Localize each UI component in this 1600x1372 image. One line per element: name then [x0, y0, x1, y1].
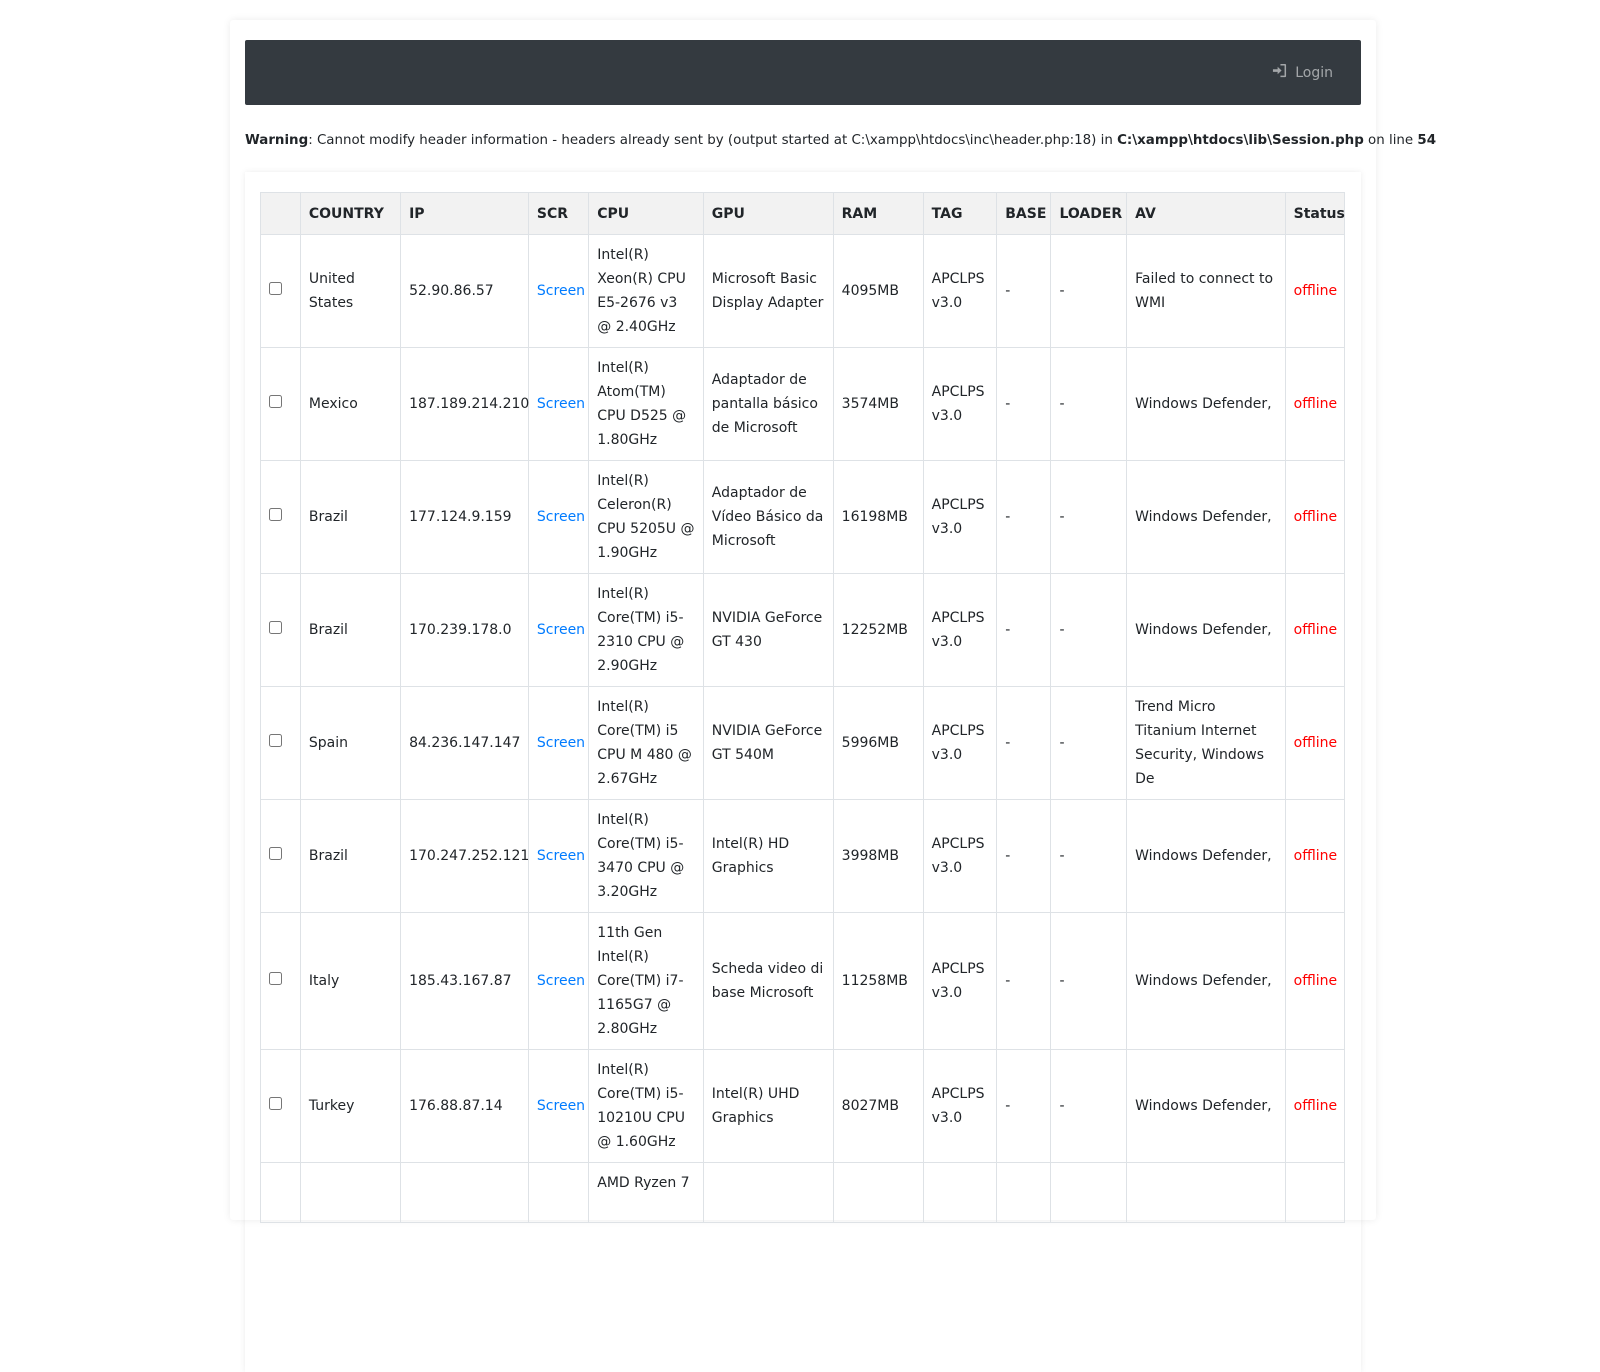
row-checkbox[interactable] [269, 282, 282, 295]
cell-cpu: Intel(R) Atom(TM) CPU D525 @ 1.80GHz [589, 348, 704, 461]
cell-country: United States [300, 235, 400, 348]
cell-ram: 12252MB [833, 574, 923, 687]
cell-cpu: Intel(R) Core(TM) i5-10210U CPU @ 1.60GHz [589, 1050, 704, 1163]
cell-country [300, 1163, 400, 1223]
row-select-cell [261, 574, 301, 687]
cell-ram: 11258MB [833, 913, 923, 1050]
row-select-cell [261, 1163, 301, 1223]
cell-status: offline [1285, 1050, 1344, 1163]
cell-loader: - [1051, 574, 1127, 687]
cell-gpu: Intel(R) HD Graphics [703, 800, 833, 913]
screen-link[interactable]: Screen [536, 396, 586, 412]
cell-scr [528, 1163, 588, 1223]
cell-av: Windows Defender, [1127, 461, 1286, 574]
cell-ip: 170.247.252.121 [401, 800, 529, 913]
cell-scr [528, 348, 588, 461]
cell-status: offline [1285, 348, 1344, 461]
php-warning [245, 132, 1437, 150]
cell-country: Turkey [300, 1050, 400, 1163]
row-select-cell [261, 348, 301, 461]
login-label: Login [1295, 64, 1333, 81]
cell-ip: 52.90.86.57 [401, 235, 529, 348]
bots-table [260, 192, 1345, 1223]
cell-gpu: Adaptador de Vídeo Básico da Microsoft [703, 461, 833, 574]
row-select-cell [261, 461, 301, 574]
col-header-loader[interactable]: LOADER [1051, 193, 1127, 235]
cell-scr [528, 687, 588, 800]
cell-scr [528, 800, 588, 913]
col-header-tag[interactable]: TAG [923, 193, 997, 235]
screen-link[interactable]: Screen [536, 283, 586, 299]
cell-ip: 185.43.167.87 [401, 913, 529, 1050]
cell-ip: 84.236.147.147 [401, 687, 529, 800]
screen-link[interactable]: Screen [536, 1098, 586, 1114]
col-header-scr[interactable]: SCR [528, 193, 588, 235]
cell-ram: 3998MB [833, 800, 923, 913]
cell-base [997, 1163, 1051, 1223]
cell-av: Windows Defender, [1127, 348, 1286, 461]
bots-card [245, 172, 1361, 1372]
top-navbar [245, 40, 1361, 105]
col-header-ip[interactable]: IP [401, 193, 529, 235]
table-row [261, 461, 1345, 574]
screen-link[interactable]: Screen [536, 509, 586, 525]
table-row [261, 348, 1345, 461]
col-header-country[interactable]: COUNTRY [300, 193, 400, 235]
cell-base: - [997, 687, 1051, 800]
screen-link[interactable]: Screen [536, 973, 586, 989]
cell-status: offline [1285, 461, 1344, 574]
row-checkbox[interactable] [269, 734, 282, 747]
cell-status: offline [1285, 235, 1344, 348]
cell-ram: 3574MB [833, 348, 923, 461]
cell-tag: APCLPS v3.0 [923, 913, 997, 1050]
table-row [261, 800, 1345, 913]
screen-link[interactable]: Screen [536, 622, 586, 638]
cell-gpu: NVIDIA GeForce GT 430 [703, 574, 833, 687]
row-select-cell [261, 800, 301, 913]
row-checkbox[interactable] [269, 972, 282, 985]
cell-ip: 176.88.87.14 [401, 1050, 529, 1163]
col-header-status[interactable]: Status [1285, 193, 1344, 235]
table-header-row [261, 193, 1345, 235]
cell-tag: APCLPS v3.0 [923, 235, 997, 348]
cell-status: offline [1285, 800, 1344, 913]
cell-tag: APCLPS v3.0 [923, 800, 997, 913]
cell-country: Italy [300, 913, 400, 1050]
row-select-cell [261, 687, 301, 800]
screen-link[interactable]: Screen [536, 735, 586, 751]
cell-tag: APCLPS v3.0 [923, 461, 997, 574]
cell-ram [833, 1163, 923, 1223]
cell-av: Windows Defender, [1127, 574, 1286, 687]
sign-in-icon [1272, 63, 1287, 82]
cell-country: Brazil [300, 461, 400, 574]
cell-ram: 16198MB [833, 461, 923, 574]
row-checkbox[interactable] [269, 1097, 282, 1110]
table-row [261, 687, 1345, 800]
table-body [261, 235, 1345, 1223]
cell-scr [528, 913, 588, 1050]
cell-status [1285, 1163, 1344, 1223]
warning-file: C:\xampp\htdocs\lib\Session.php [1117, 133, 1364, 148]
cell-cpu: Intel(R) Core(TM) i5 CPU M 480 @ 2.67GHz [589, 687, 704, 800]
cell-av: Windows Defender, [1127, 800, 1286, 913]
table-row [261, 1163, 1345, 1223]
row-checkbox[interactable] [269, 395, 282, 408]
cell-ram: 8027MB [833, 1050, 923, 1163]
cell-cpu: Intel(R) Xeon(R) CPU E5-2676 v3 @ 2.40GHz [589, 235, 704, 348]
cell-tag: APCLPS v3.0 [923, 574, 997, 687]
cell-ip [401, 1163, 529, 1223]
col-header-select [261, 193, 301, 235]
cell-loader: - [1051, 913, 1127, 1050]
row-checkbox[interactable] [269, 847, 282, 860]
cell-ip: 177.124.9.159 [401, 461, 529, 574]
col-header-av[interactable]: AV [1127, 193, 1286, 235]
cell-base: - [997, 800, 1051, 913]
login-link[interactable] [1272, 63, 1333, 82]
cell-av: Trend Micro Titanium Internet Security, Windows De [1127, 687, 1286, 800]
row-checkbox[interactable] [269, 508, 282, 521]
cell-scr [528, 574, 588, 687]
cell-gpu [703, 1163, 833, 1223]
cell-av: Failed to connect to WMI [1127, 235, 1286, 348]
cell-gpu: Intel(R) UHD Graphics [703, 1050, 833, 1163]
cell-loader: - [1051, 1050, 1127, 1163]
cell-base: - [997, 348, 1051, 461]
row-select-cell [261, 1050, 301, 1163]
row-select-cell [261, 235, 301, 348]
cell-av: Windows Defender, [1127, 1050, 1286, 1163]
cell-cpu: Intel(R) Celeron(R) CPU 5205U @ 1.90GHz [589, 461, 704, 574]
cell-base: - [997, 574, 1051, 687]
cell-av: Windows Defender, [1127, 913, 1286, 1050]
cell-tag: APCLPS v3.0 [923, 1050, 997, 1163]
table-row [261, 235, 1345, 348]
cell-base: - [997, 461, 1051, 574]
table-row [261, 574, 1345, 687]
cell-cpu: Intel(R) Core(TM) i5-3470 CPU @ 3.20GHz [589, 800, 704, 913]
cell-base: - [997, 1050, 1051, 1163]
col-header-ram[interactable]: RAM [833, 193, 923, 235]
cell-scr [528, 235, 588, 348]
cell-loader: - [1051, 800, 1127, 913]
col-header-base[interactable]: BASE [997, 193, 1051, 235]
table-row [261, 1050, 1345, 1163]
cell-loader: - [1051, 235, 1127, 348]
cell-status: offline [1285, 574, 1344, 687]
cell-loader: - [1051, 687, 1127, 800]
warning-line-number: 54 [1417, 133, 1437, 148]
cell-base: - [997, 235, 1051, 348]
cell-cpu: 11th Gen Intel(R) Core(TM) i7-1165G7 @ 2.80GHz [589, 913, 704, 1050]
cell-tag: APCLPS v3.0 [923, 348, 997, 461]
row-checkbox[interactable] [269, 621, 282, 634]
cell-gpu: Scheda video di base Microsoft [703, 913, 833, 1050]
cell-scr [528, 1050, 588, 1163]
cell-country: Spain [300, 687, 400, 800]
cell-cpu: AMD Ryzen 7 [589, 1163, 704, 1223]
cell-loader: - [1051, 348, 1127, 461]
cell-country: Brazil [300, 800, 400, 913]
warning-message: : Cannot modify header information - headers already sent by (output started at C:\xampp\htdocs\inc\header.php:18) in [308, 133, 1118, 148]
cell-cpu: Intel(R) Core(TM) i5-2310 CPU @ 2.90GHz [589, 574, 704, 687]
page-container [230, 20, 1437, 1220]
cell-gpu: NVIDIA GeForce GT 540M [703, 687, 833, 800]
cell-gpu: Microsoft Basic Display Adapter [703, 235, 833, 348]
warning-on-line: on line [1363, 133, 1418, 148]
cell-ip: 170.239.178.0 [401, 574, 529, 687]
cell-status: offline [1285, 687, 1344, 800]
table-row [261, 913, 1345, 1050]
cell-ram: 4095MB [833, 235, 923, 348]
cell-loader: - [1051, 461, 1127, 574]
cell-status: offline [1285, 913, 1344, 1050]
warning-label: Warning [245, 133, 309, 148]
cell-country: Brazil [300, 574, 400, 687]
col-header-gpu[interactable]: GPU [703, 193, 833, 235]
cell-tag: APCLPS v3.0 [923, 687, 997, 800]
cell-ip: 187.189.214.210 [401, 348, 529, 461]
cell-base: - [997, 913, 1051, 1050]
col-header-cpu[interactable]: CPU [589, 193, 704, 235]
cell-loader [1051, 1163, 1127, 1223]
row-select-cell [261, 913, 301, 1050]
screen-link[interactable]: Screen [536, 848, 586, 864]
cell-gpu: Adaptador de pantalla básico de Microsoft [703, 348, 833, 461]
cell-ram: 5996MB [833, 687, 923, 800]
cell-country: Mexico [300, 348, 400, 461]
cell-tag [923, 1163, 997, 1223]
cell-av [1127, 1163, 1286, 1223]
cell-scr [528, 461, 588, 574]
